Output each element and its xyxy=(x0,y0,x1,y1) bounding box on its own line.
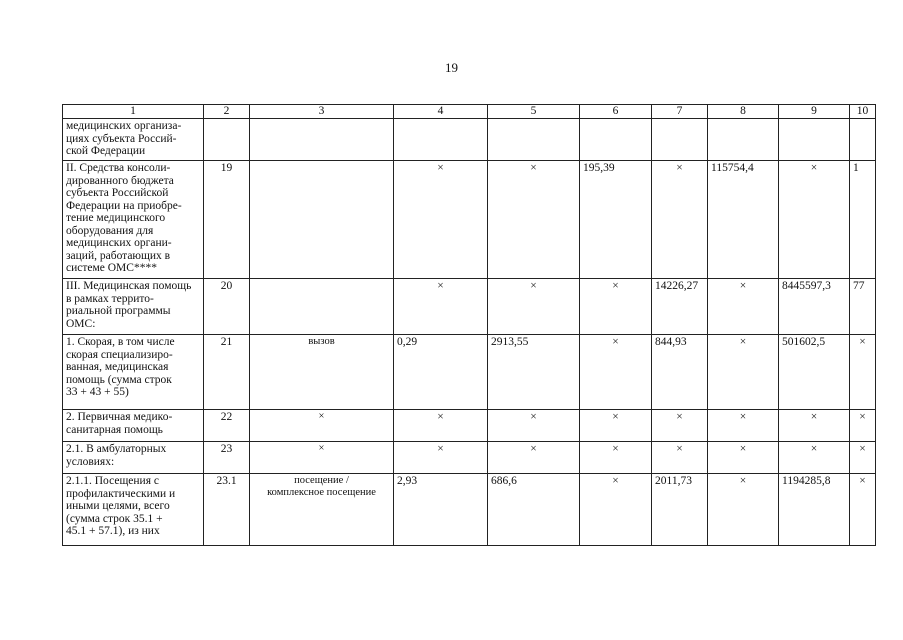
table-row xyxy=(63,279,876,335)
table-cell-c5: 686,6 xyxy=(488,474,580,546)
table-cell-c3: × xyxy=(250,410,394,442)
table-cell-c2: 22 xyxy=(204,410,250,442)
column-header: 4 xyxy=(394,105,488,119)
table-cell-c9: 501602,5 xyxy=(779,335,850,410)
table-cell-c8: × xyxy=(708,442,779,474)
table-cell-c6: × xyxy=(580,474,652,546)
table-cell-c7 xyxy=(652,119,708,161)
table-cell-c9: 8445597,3 xyxy=(779,279,850,335)
table-cell-c4: × xyxy=(394,161,488,279)
table-cell-c8: × xyxy=(708,410,779,442)
table-cell-c5: × xyxy=(488,279,580,335)
table-cell-c2: 19 xyxy=(204,161,250,279)
table-cell-c8: × xyxy=(708,474,779,546)
table-cell-c3: × xyxy=(250,442,394,474)
table-cell-c10: × xyxy=(850,410,876,442)
column-header: 3 xyxy=(250,105,394,119)
table-cell-c4: × xyxy=(394,442,488,474)
table-cell-c10: 77 xyxy=(850,279,876,335)
column-header: 5 xyxy=(488,105,580,119)
table-row xyxy=(63,119,876,161)
column-header: 9 xyxy=(779,105,850,119)
column-header: 8 xyxy=(708,105,779,119)
table-cell-c1: II. Средства консоли- дированного бюджета субъекта Российской Федерации на приобре- тение медицинского оборудования для медицинских органи- заций, работающих в системе ОМС**** xyxy=(63,161,204,279)
table-cell-c5 xyxy=(488,119,580,161)
column-header: 6 xyxy=(580,105,652,119)
table-cell-c10: × xyxy=(850,474,876,546)
table-cell-c2: 23 xyxy=(204,442,250,474)
table-cell-c4: 2,93 xyxy=(394,474,488,546)
table-cell-c2: 23.1 xyxy=(204,474,250,546)
table-row xyxy=(63,442,876,474)
table-cell-c1: 2. Первичная медико- санитарная помощь xyxy=(63,410,204,442)
table-cell-c9: × xyxy=(779,410,850,442)
table-cell-c7: × xyxy=(652,410,708,442)
table-cell-c3 xyxy=(250,279,394,335)
table-cell-c6: × xyxy=(580,335,652,410)
table-cell-c7: 2011,73 xyxy=(652,474,708,546)
table-row xyxy=(63,474,876,546)
table-cell-c2 xyxy=(204,119,250,161)
table-cell-c5: × xyxy=(488,442,580,474)
table-cell-c10: × xyxy=(850,442,876,474)
table-cell-c4 xyxy=(394,119,488,161)
header-row xyxy=(63,105,876,119)
table-cell-c6: 195,39 xyxy=(580,161,652,279)
table-cell-c1: 2.1. В амбулаторных условиях: xyxy=(63,442,204,474)
table-cell-c8 xyxy=(708,119,779,161)
table-cell-c9: 1194285,8 xyxy=(779,474,850,546)
table-cell-c8: × xyxy=(708,335,779,410)
column-header: 2 xyxy=(204,105,250,119)
column-header: 10 xyxy=(850,105,876,119)
table-cell-c7: 14226,27 xyxy=(652,279,708,335)
table-cell-c9: × xyxy=(779,161,850,279)
table-cell-c1: 2.1.1. Посещения с профилактическими и иными целями, всего (сумма строк 35.1 + 45.1 + 57.1), из них xyxy=(63,474,204,546)
table-cell-c6 xyxy=(580,119,652,161)
table-cell-c1: III. Медицинская помощь в рамках террито- риальной программы ОМС: xyxy=(63,279,204,335)
table-cell-c3 xyxy=(250,161,394,279)
page-number: 19 xyxy=(445,60,458,75)
table-cell-c1: медицинских организа- циях субъекта Россий- ской Федерации xyxy=(63,119,204,161)
table-cell-c7: 844,93 xyxy=(652,335,708,410)
table-cell-c6: × xyxy=(580,442,652,474)
table-cell-c2: 20 xyxy=(204,279,250,335)
table-cell-c3 xyxy=(250,119,394,161)
table-row xyxy=(63,335,876,410)
table-cell-c10: 1 xyxy=(850,161,876,279)
table-cell-c5: × xyxy=(488,410,580,442)
table-cell-c10 xyxy=(850,119,876,161)
table-cell-c10: × xyxy=(850,335,876,410)
table-cell-c5: 2913,55 xyxy=(488,335,580,410)
column-header: 7 xyxy=(652,105,708,119)
table-row xyxy=(63,410,876,442)
data-table xyxy=(62,104,876,546)
table-cell-c3: вызов xyxy=(250,335,394,410)
table-cell-c8: 115754,4 xyxy=(708,161,779,279)
table-cell-c3: посещение / комплексное посещение xyxy=(250,474,394,546)
table-cell-c9 xyxy=(779,119,850,161)
table-cell-c6: × xyxy=(580,279,652,335)
table-cell-c6: × xyxy=(580,410,652,442)
table-cell-c4: × xyxy=(394,410,488,442)
table-cell-c9: × xyxy=(779,442,850,474)
table-cell-c7: × xyxy=(652,161,708,279)
table-cell-c7: × xyxy=(652,442,708,474)
table-cell-c4: 0,29 xyxy=(394,335,488,410)
column-header: 1 xyxy=(63,105,204,119)
table-cell-c1: 1. Скорая, в том числе скорая специализиро- ванная, медицинская помощь (сумма строк 33 + 43 + 55) xyxy=(63,335,204,410)
table-cell-c5: × xyxy=(488,161,580,279)
table-cell-c8: × xyxy=(708,279,779,335)
table-cell-c2: 21 xyxy=(204,335,250,410)
table-cell-c4: × xyxy=(394,279,488,335)
table-row xyxy=(63,161,876,279)
